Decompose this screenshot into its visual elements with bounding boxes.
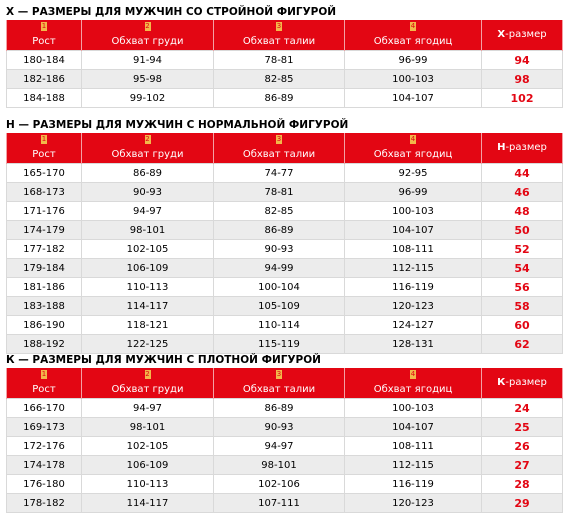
table-row [7,278,563,297]
column-header-label: Обхват талии [242,149,316,160]
hips-cell: 116-119 [345,475,482,494]
size-column-label [482,377,562,388]
hips-cell: 104-107 [345,89,482,108]
column-header-label: Обхват ягодиц [373,36,453,47]
hips-cell: 120-123 [345,297,482,316]
hips-cell: 104-107 [345,418,482,437]
table-row [7,202,563,221]
column-header-hips [345,368,482,399]
chest-cell: 110-113 [82,278,214,297]
waist-cell: 107-111 [214,494,345,513]
height-cell: 176-180 [7,475,82,494]
waist-cell: 94-99 [214,259,345,278]
column-number-badge: 4 [410,22,416,30]
hips-cell: 124-127 [345,316,482,335]
column-header-label: Обхват груди [111,149,184,160]
size-cell: 25 [482,418,563,437]
size-letter: К [497,377,506,388]
chest-cell: 98-101 [82,221,214,240]
size-table [6,133,563,354]
size-cell: 46 [482,183,563,202]
height-cell: 178-182 [7,494,82,513]
hips-cell: 92-95 [345,164,482,183]
table-row [7,240,563,259]
size-letter: Х [497,29,506,40]
column-number-badge: 4 [410,135,416,143]
waist-cell: 82-85 [214,202,345,221]
column-header-hips [345,133,482,164]
column-header-size [482,20,563,51]
column-header-waist [214,20,345,51]
waist-cell: 90-93 [214,418,345,437]
column-number-badge: 2 [145,135,150,143]
height-cell: 171-176 [7,202,82,221]
size-cell: 52 [482,240,563,259]
column-header-label: Обхват талии [242,36,316,47]
column-number-badge: 1 [41,22,47,30]
chest-cell: 122-125 [82,335,214,354]
size-table [6,20,563,108]
size-letter: Н [497,142,506,153]
table-row [7,297,563,316]
column-header-waist [214,133,345,164]
size-cell: 98 [482,70,563,89]
chest-cell: 94-97 [82,202,214,221]
column-number-badge: 3 [276,135,282,143]
chest-cell: 86-89 [82,164,214,183]
column-header-label: Рост [32,384,56,395]
height-cell: 180-184 [7,51,82,70]
waist-cell: 86-89 [214,89,345,108]
height-cell: 166-170 [7,399,82,418]
height-cell: 186-190 [7,316,82,335]
height-cell: 174-178 [7,456,82,475]
hips-cell: 104-107 [345,221,482,240]
chest-cell: 102-105 [82,240,214,259]
column-number-badge: 2 [145,22,150,30]
chest-cell: 102-105 [82,437,214,456]
column-header-hips [345,20,482,51]
column-header-chest [82,133,214,164]
column-number-badge: 1 [41,370,47,378]
size-cell: 56 [482,278,563,297]
column-header-label: Рост [32,149,56,160]
column-number-badge: 3 [276,370,282,378]
chest-cell: 91-94 [82,51,214,70]
hips-cell: 112-115 [345,259,482,278]
size-cell: 50 [482,221,563,240]
height-cell: 188-192 [7,335,82,354]
hips-cell: 100-103 [345,399,482,418]
table-row [7,399,563,418]
column-header-label: Обхват талии [242,384,316,395]
waist-cell: 102-106 [214,475,345,494]
hips-cell: 108-111 [345,240,482,259]
chest-cell: 95-98 [82,70,214,89]
chest-cell: 99-102 [82,89,214,108]
table-row [7,70,563,89]
chest-cell: 114-117 [82,297,214,316]
table-row [7,335,563,354]
table-row [7,221,563,240]
size-suffix: -размер [505,377,547,388]
chest-cell: 118-121 [82,316,214,335]
column-header-label: Обхват груди [111,36,184,47]
hips-cell: 120-123 [345,494,482,513]
height-cell: 182-186 [7,70,82,89]
table-row [7,475,563,494]
height-cell: 165-170 [7,164,82,183]
height-cell: 183-188 [7,297,82,316]
section-title: Н — РАЗМЕРЫ ДЛЯ МУЖЧИН С НОРМАЛЬНОЙ ФИГУРОЙ [6,119,349,131]
column-header-label: Обхват ягодиц [373,149,453,160]
waist-cell: 105-109 [214,297,345,316]
waist-cell: 78-81 [214,51,345,70]
height-cell: 169-173 [7,418,82,437]
column-header-label: Обхват ягодиц [373,384,453,395]
table-row [7,316,563,335]
size-section [0,352,563,513]
header-row [7,20,563,51]
size-suffix: -размер [505,29,547,40]
waist-cell: 90-93 [214,240,345,259]
section-title: К — РАЗМЕРЫ ДЛЯ МУЖЧИН С ПЛОТНОЙ ФИГУРОЙ [6,354,321,366]
table-row [7,89,563,108]
hips-cell: 100-103 [345,202,482,221]
column-number-badge: 2 [145,370,150,378]
table-row [7,183,563,202]
waist-cell: 78-81 [214,183,345,202]
waist-cell: 110-114 [214,316,345,335]
size-cell: 44 [482,164,563,183]
column-header-height [7,133,82,164]
waist-cell: 74-77 [214,164,345,183]
table-row [7,51,563,70]
table-row [7,164,563,183]
table-row [7,456,563,475]
waist-cell: 115-119 [214,335,345,354]
waist-cell: 94-97 [214,437,345,456]
hips-cell: 108-111 [345,437,482,456]
size-cell: 58 [482,297,563,316]
size-cell: 102 [482,89,563,108]
column-number-badge: 4 [410,370,416,378]
size-section [0,4,563,108]
table-row [7,437,563,456]
column-header-height [7,368,82,399]
column-header-height [7,20,82,51]
hips-cell: 112-115 [345,456,482,475]
size-column-label [482,142,562,153]
size-suffix: -размер [505,142,547,153]
column-number-badge: 3 [276,22,282,30]
size-cell: 26 [482,437,563,456]
waist-cell: 100-104 [214,278,345,297]
height-cell: 177-182 [7,240,82,259]
chest-cell: 98-101 [82,418,214,437]
size-cell: 94 [482,51,563,70]
height-cell: 181-186 [7,278,82,297]
waist-cell: 86-89 [214,221,345,240]
size-cell: 24 [482,399,563,418]
height-cell: 172-176 [7,437,82,456]
header-row [7,368,563,399]
header-row [7,133,563,164]
size-column-label [482,29,562,40]
size-cell: 48 [482,202,563,221]
height-cell: 184-188 [7,89,82,108]
column-header-chest [82,20,214,51]
height-cell: 168-173 [7,183,82,202]
column-header-label: Обхват груди [111,384,184,395]
size-cell: 60 [482,316,563,335]
height-cell: 179-184 [7,259,82,278]
chest-cell: 114-117 [82,494,214,513]
size-cell: 54 [482,259,563,278]
waist-cell: 98-101 [214,456,345,475]
chest-cell: 106-109 [82,259,214,278]
size-cell: 27 [482,456,563,475]
size-cell: 29 [482,494,563,513]
section-title: Х — РАЗМЕРЫ ДЛЯ МУЖЧИН СО СТРОЙНОЙ ФИГУРОЙ [6,6,337,18]
chest-cell: 106-109 [82,456,214,475]
chest-cell: 110-113 [82,475,214,494]
waist-cell: 82-85 [214,70,345,89]
hips-cell: 100-103 [345,70,482,89]
column-header-size [482,368,563,399]
column-header-chest [82,368,214,399]
table-row [7,259,563,278]
size-section [0,117,563,354]
waist-cell: 86-89 [214,399,345,418]
hips-cell: 96-99 [345,183,482,202]
column-header-size [482,133,563,164]
hips-cell: 128-131 [345,335,482,354]
size-cell: 62 [482,335,563,354]
size-table [6,368,563,513]
height-cell: 174-179 [7,221,82,240]
hips-cell: 96-99 [345,51,482,70]
column-number-badge: 1 [41,135,47,143]
column-header-waist [214,368,345,399]
size-cell: 28 [482,475,563,494]
chest-cell: 90-93 [82,183,214,202]
hips-cell: 116-119 [345,278,482,297]
column-header-label: Рост [32,36,56,47]
chest-cell: 94-97 [82,399,214,418]
table-row [7,494,563,513]
table-row [7,418,563,437]
